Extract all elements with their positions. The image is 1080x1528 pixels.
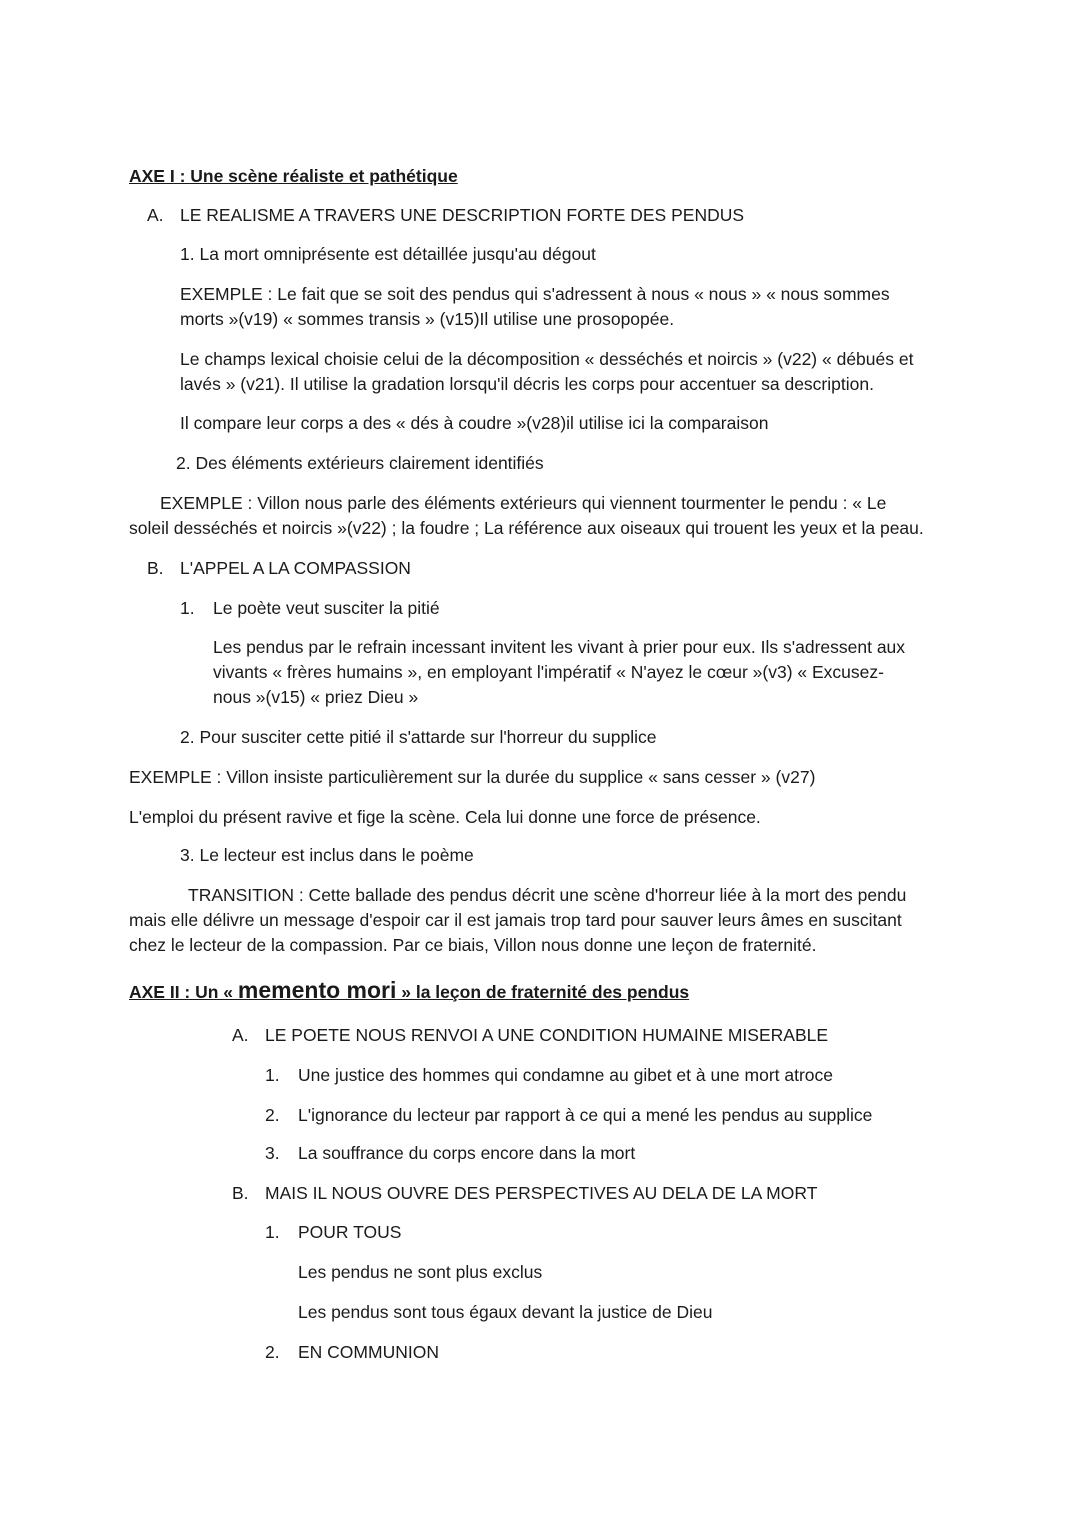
axe1-a-point1: 1. La mort omniprésente est détaillée jusqu'au dégout	[180, 244, 596, 264]
axe1-b-point1	[180, 596, 440, 621]
axe1-b-letter: B.	[147, 558, 164, 578]
axe1-b-point2: 2. Pour susciter cette pitié il s'attarde sur l'horreur du supplice	[180, 727, 657, 747]
axe1-b-point1-text: Le poète veut susciter la pitié	[213, 598, 440, 618]
axe2-b-item1-num: 1.	[265, 1222, 280, 1242]
axe2-a-item1-text: Une justice des hommes qui condamne au gibet et à une mort atroce	[298, 1065, 834, 1085]
axe2-a-letter: A.	[232, 1025, 249, 1045]
list-item	[265, 1103, 872, 1128]
axe2-a-item2-text: L'ignorance du lecteur par rapport à ce qui a mené les pendus au supplice	[298, 1105, 873, 1125]
axe2-heading	[129, 978, 689, 1005]
axe1-b-text-line2: vivants « frères humains », en employant l'impératif « N'ayez le cœur »(v3) « Excusez-	[213, 662, 884, 682]
axe1-b-title: L'APPEL A LA COMPASSION	[180, 558, 411, 578]
axe2-heading-memento: memento mori	[237, 977, 397, 1003]
axe1-b-text-line1: Les pendus par le refrain incessant invitent les vivant à prier pour eux. Ils s'adressent aux	[213, 637, 906, 657]
axe2-b-item1	[265, 1220, 401, 1245]
axe1-b-heading	[147, 556, 411, 581]
axe1-a-lexical-line1: Le champs lexical choisie celui de la décomposition « desséchés et noircis » (v22) « débués et	[180, 349, 914, 369]
axe2-b-item2	[265, 1340, 439, 1365]
list-item	[265, 1063, 833, 1088]
axe1-heading: AXE I : Une scène réaliste et pathétique	[129, 166, 458, 186]
transition-line1: TRANSITION : Cette ballade des pendus décrit une scène d'horreur liée à la mort des pendu	[188, 885, 907, 905]
axe1-b-point3: 3. Le lecteur est inclus dans le poème	[180, 845, 474, 865]
axe1-a-example2-line1: EXEMPLE : Villon nous parle des éléments extérieurs qui viennent tourmenter le pendu : « Le	[160, 493, 887, 513]
axe2-heading-post: » la leçon de fraternité des pendus	[396, 982, 690, 1002]
axe2-b-title: MAIS IL NOUS OUVRE DES PERSPECTIVES AU DELA DE LA MORT	[265, 1183, 818, 1203]
axe1-a-example2-line2: soleil desséchés et noircis »(v22) ; la foudre ; La référence aux oiseaux qui trouent les yeux et la peau.	[129, 518, 924, 538]
axe2-b-letter: B.	[232, 1183, 249, 1203]
axe1-a-lexical-line2: lavés » (v21). Il utilise la gradation lorsqu'il décris les corps pour accentuer sa description.	[180, 374, 874, 394]
axe1-a-letter: A.	[147, 205, 164, 225]
transition-line2: mais elle délivre un message d'espoir car il est jamais trop tard pour sauver leurs âmes en suscitant	[129, 910, 902, 930]
axe1-a-example-line2: morts »(v19) « sommes transis » (v15)Il utilise une prosopopée.	[180, 309, 675, 329]
axe2-b-sub1: Les pendus ne sont plus exclus	[298, 1262, 543, 1282]
list-item	[265, 1141, 635, 1166]
axe2-a-title: LE POETE NOUS RENVOI A UNE CONDITION HUMAINE MISERABLE	[265, 1025, 829, 1045]
axe1-b-present: L'emploi du présent ravive et fige la scène. Cela lui donne une force de présence.	[129, 807, 761, 827]
axe2-a-item2-num: 2.	[265, 1105, 280, 1125]
axe1-a-heading	[147, 203, 744, 228]
axe2-b-item2-text: EN COMMUNION	[298, 1342, 439, 1362]
axe2-heading-pre: AXE II : Un «	[129, 982, 238, 1002]
axe2-b-item1-text: POUR TOUS	[298, 1222, 402, 1242]
axe1-a-title: LE REALISME A TRAVERS UNE DESCRIPTION FORTE DES PENDUS	[180, 205, 745, 225]
axe2-a-heading	[232, 1023, 828, 1048]
axe2-a-item1-num: 1.	[265, 1065, 280, 1085]
axe1-a-example-line1: EXEMPLE : Le fait que se soit des pendus qui s'adressent à nous « nous » « nous sommes	[180, 284, 890, 304]
axe1-b-point1-num: 1.	[180, 598, 195, 618]
axe2-b-sub2: Les pendus sont tous égaux devant la justice de Dieu	[298, 1302, 713, 1322]
axe2-a-item3-num: 3.	[265, 1143, 280, 1163]
axe2-b-heading	[232, 1181, 817, 1206]
axe2-a-item3-text: La souffrance du corps encore dans la mort	[298, 1143, 636, 1163]
axe1-b-example: EXEMPLE : Villon insiste particulièrement sur la durée du supplice « sans cesser » (v27)	[129, 767, 816, 787]
transition-line3: chez le lecteur de la compassion. Par ce biais, Villon nous donne une leçon de fraternité.	[129, 935, 817, 955]
axe1-b-text-line3: nous »(v15) « priez Dieu »	[213, 687, 419, 707]
axe2-b-item2-num: 2.	[265, 1342, 280, 1362]
axe1-a-point2: 2. Des éléments extérieurs clairement identifiés	[176, 453, 544, 473]
axe1-a-comparison: Il compare leur corps a des « dés à coudre »(v28)il utilise ici la comparaison	[180, 413, 769, 433]
